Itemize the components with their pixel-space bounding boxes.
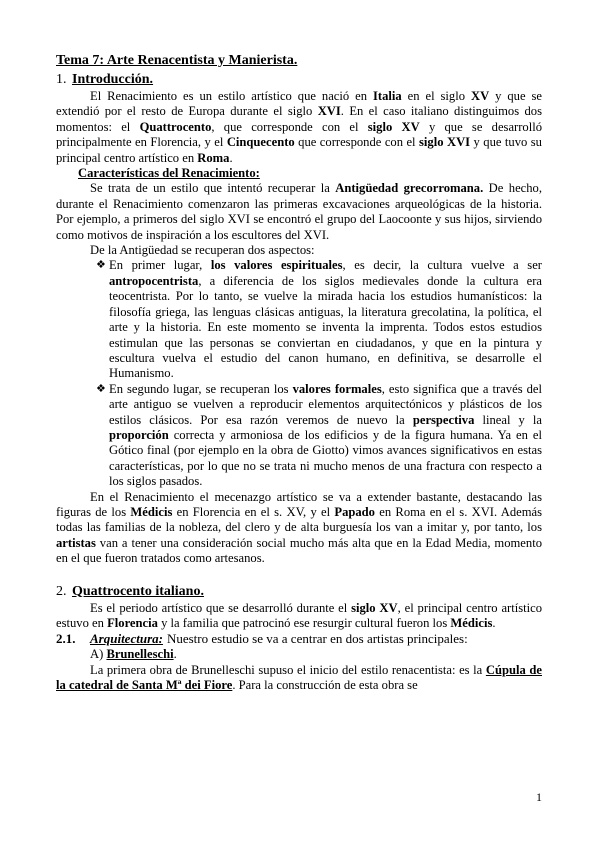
section-1-heading: [56, 71, 542, 89]
section-spacer: [56, 567, 542, 583]
list-item: ❖ En segundo lugar, se recuperan los valores formales, esto significa que a través del arte antiguo se vuelven a reproducir elementos arquitectónicos y plásticos de los estilos clásicos. Por esa razón veremos de nuevo la perspectiva lineal y la proporción correcta y armoniosa de los edificios y de la figura humana. Ya en el Gótico final (por ejemplo en la obra de Giotto) vimos avances significativos en estas características, por lo que no se trata ni mucho menos de una fractura con respecto a los siglos pasados.: [96, 381, 543, 489]
intro-paragraph: El Renacimiento es un estilo artístico que nació en Italia en el siglo XV y que se extendió por el resto de Europa durante el siglo XVI. En el caso italiano distinguimos dos momentos: el Quattrocento, que corresponde con el siglo XV y que se desarrolló principalmente en Florencia, y el Cinquecento que corresponde con el siglo XVI y que tuvo su principal centro artístico en Roma.: [56, 89, 543, 165]
diamond-bullet-icon: ❖: [96, 382, 106, 395]
subsection-text: Nuestro estudio se va a centrar en dos artistas principales:: [166, 631, 468, 647]
section-2-heading: [56, 583, 542, 601]
diamond-bullet-icon: ❖: [96, 259, 106, 272]
antiquity-paragraph: Se trata de un estilo que intentó recuperar la Antigüedad grecorromana. De hecho, durante el Renacimiento comenzaron las primeras excavaciones arqueológicas de la historia. Por ejemplo, a primeros del siglo XVI se encontró el grupo del Laocoonte y sus hijos, sirviendo como motivos de inspiración a los escultores del XVI.: [56, 181, 542, 242]
aspects-intro: De la Antigüedad se recuperan dos aspectos:: [90, 243, 315, 258]
subsection-title: Arquitectura:: [90, 631, 163, 647]
characteristics-subheading: Características del Renacimiento:: [78, 166, 260, 181]
subsection-architecture-heading: [56, 631, 542, 647]
brunelleschi-heading: A) Brunelleschi.: [90, 647, 177, 662]
patronage-paragraph: En el Renacimiento el mecenazgo artístico se va a extender bastante, destacando las figuras de los Médicis en Florencia en el s. XV, y el Papado en Roma en el s. XVI. Además todas las familias de la nobleza, del clero y de alta burguesía los van a imitar y, por tanto, los artistas van a tener una consideración social mucho más alta que en la Edad Media, momento en el que fueron tratados como artesanos.: [56, 489, 542, 566]
subsection-number: 2.1.: [56, 631, 76, 647]
quattrocento-paragraph: Es el periodo artístico que se desarrolló durante el siglo XV, el principal centro artístico estuvo en Florencia y la familia que patrocinó ese resurgir cultural fueron los Médicis.: [56, 600, 543, 630]
brunelleschi-paragraph: La primera obra de Brunelleschi supuso el inicio del estilo renacentista: es la Cúpula de la catedral de Santa Mª dei Fiore. Para la construcción de esta obra se: [56, 662, 542, 693]
page-content: [56, 52, 542, 694]
section-number: 1.: [56, 72, 67, 87]
list-item: ❖ En primer lugar, los valores espirituales, es decir, la cultura vuelve a ser antropocentrista, a diferencia de los siglos medievales donde la cultura era teocentrista. Por lo tanto, se vuelve la mirada hacia los estudios humanísticos: la filosofía griega, las lenguas clásicas antiguas, la literatura grecolatina, la política, el arte y la historia. En este momento se inventa la imprenta. Todos estos estudios estimulan que las personas se conviertan en ciudadanos, y que en la pintura y escultura vuelva el estudio del canon humano, en definitiva, se desarrolle el Humanismo.: [96, 258, 542, 381]
aspects-list: [56, 258, 542, 489]
page-number: 1: [536, 790, 542, 804]
section-number: 2.: [56, 583, 67, 599]
section-title: Quattrocento italiano.: [72, 583, 204, 599]
document-title: Tema 7: Arte Renacentista y Manierista.: [56, 53, 298, 68]
section-title: Introducción.: [72, 72, 154, 87]
